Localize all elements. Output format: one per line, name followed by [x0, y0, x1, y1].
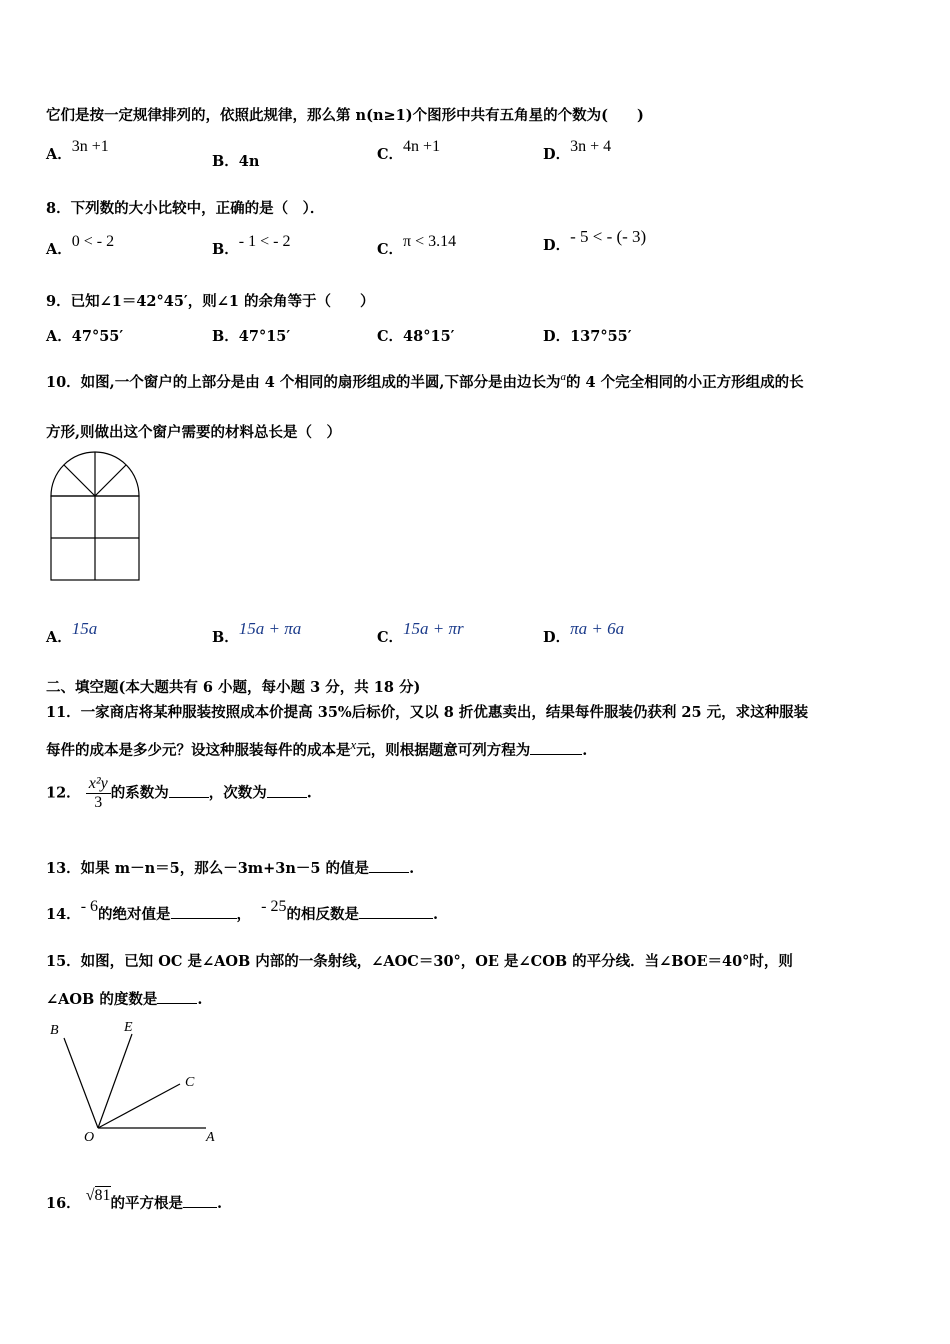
ray-oe	[98, 1034, 132, 1128]
angle-figure	[46, 1016, 226, 1146]
q13-answer-blank[interactable]	[369, 872, 409, 873]
label-b: B	[50, 1023, 59, 1038]
q7-stem: 它们是按一定规律排列的，依照此规律，那么第 n(n≥1)个图形中共有五角星的个数为( )	[46, 107, 644, 124]
q11-line2: 每件的成本是多少元？设这种服装每件的成本是x元，则根据题意可列方程为 .	[46, 737, 588, 759]
q15-line2: ∠AOB 的度数是 .	[46, 991, 203, 1008]
ray-oc	[98, 1084, 180, 1128]
q14-opposite-blank[interactable]	[359, 918, 433, 919]
q8-option-c[interactable]: C．π < 3.14	[377, 233, 457, 258]
q13: 13．如果 m－n＝5，那么－3m+3n－5 的值是 .	[46, 860, 415, 877]
label-e: E	[124, 1020, 133, 1035]
q10-option-a[interactable]: A．15a	[46, 619, 98, 646]
q9-option-a[interactable]: A．47°55′	[46, 328, 124, 345]
q16-answer-blank[interactable]	[183, 1207, 217, 1208]
q10-option-c[interactable]: C．15a + πr	[377, 619, 464, 646]
ray-ob	[64, 1038, 98, 1128]
q8-option-b[interactable]: B．- 1 < - 2	[212, 233, 291, 258]
q9-option-c[interactable]: C．48°15′	[377, 328, 455, 345]
q11-answer-blank[interactable]	[530, 754, 582, 755]
q8-stem: 8．下列数的大小比较中，正确的是（ ）．	[46, 200, 325, 217]
q8-option-a[interactable]: A．0 < - 2	[46, 233, 115, 258]
q15-answer-blank[interactable]	[157, 1003, 197, 1004]
q12: 12． $\frac{\text{x²y}}{3}$ 的系数为 ，次数为 .	[46, 775, 312, 811]
q10-stem-line2: 方形,则做出这个窗户需要的材料总长是（ ）	[46, 424, 342, 441]
q10-option-d[interactable]: D．πa + 6a	[543, 619, 625, 646]
window-radius-1	[64, 465, 95, 496]
window-figure	[46, 450, 144, 584]
q9-stem: 9．已知∠1＝42°45′，则∠1 的余角等于（ ）	[46, 293, 375, 310]
q7-option-c[interactable]: C．4n +1	[377, 138, 441, 163]
q14-abs-blank[interactable]	[171, 918, 237, 919]
q7-option-d[interactable]: D．3n + 4	[543, 138, 612, 163]
q7-option-b[interactable]: B．4n	[212, 153, 260, 170]
window-radius-3	[95, 465, 126, 496]
q10-option-b[interactable]: B．15a + πa	[212, 619, 302, 646]
label-a: A	[206, 1130, 215, 1145]
label-c: C	[185, 1075, 195, 1090]
q11-line1: 11．一家商店将某种服装按照成本价提高 35%后标价，又以 8 折优惠卖出，结果每件服装仍获利 25 元，求这种服装	[46, 704, 809, 721]
q15-line1: 15．如图，已知 OC 是∠AOB 内部的一条射线，∠AOC＝30°，OE 是∠COB 的平分线．当∠BOE＝40°时，则	[46, 953, 793, 970]
section2-heading: 二、填空题(本大题共有 6 小题，每小题 3 分，共 18 分)	[46, 679, 421, 696]
q12-coefficient-blank[interactable]	[169, 797, 209, 798]
q12-fraction: $\frac{\text{x²y}}{3}$	[86, 775, 111, 812]
q8-option-d[interactable]: D．- 5 < - (- 3)	[543, 227, 647, 254]
q7-option-a[interactable]: A．3n +1	[46, 138, 109, 163]
q9-option-b[interactable]: B．47°15′	[212, 328, 291, 345]
q16-sqrt: √81	[85, 1187, 111, 1204]
q14: 14．- 6的绝对值是 ， - 25的相反数是 .	[46, 898, 439, 923]
q9-option-d[interactable]: D．137°55′	[543, 328, 632, 345]
q10-stem: 10．如图,一个窗户的上部分是由 4 个相同的扇形组成的半圆,下部分是由边长为$^a$的 4 个完全相同的小正方形组成的长	[46, 371, 804, 391]
q12-degree-blank[interactable]	[267, 797, 307, 798]
label-o: O	[84, 1130, 95, 1145]
q16: 16． √81的平方根是 .	[46, 1187, 223, 1212]
